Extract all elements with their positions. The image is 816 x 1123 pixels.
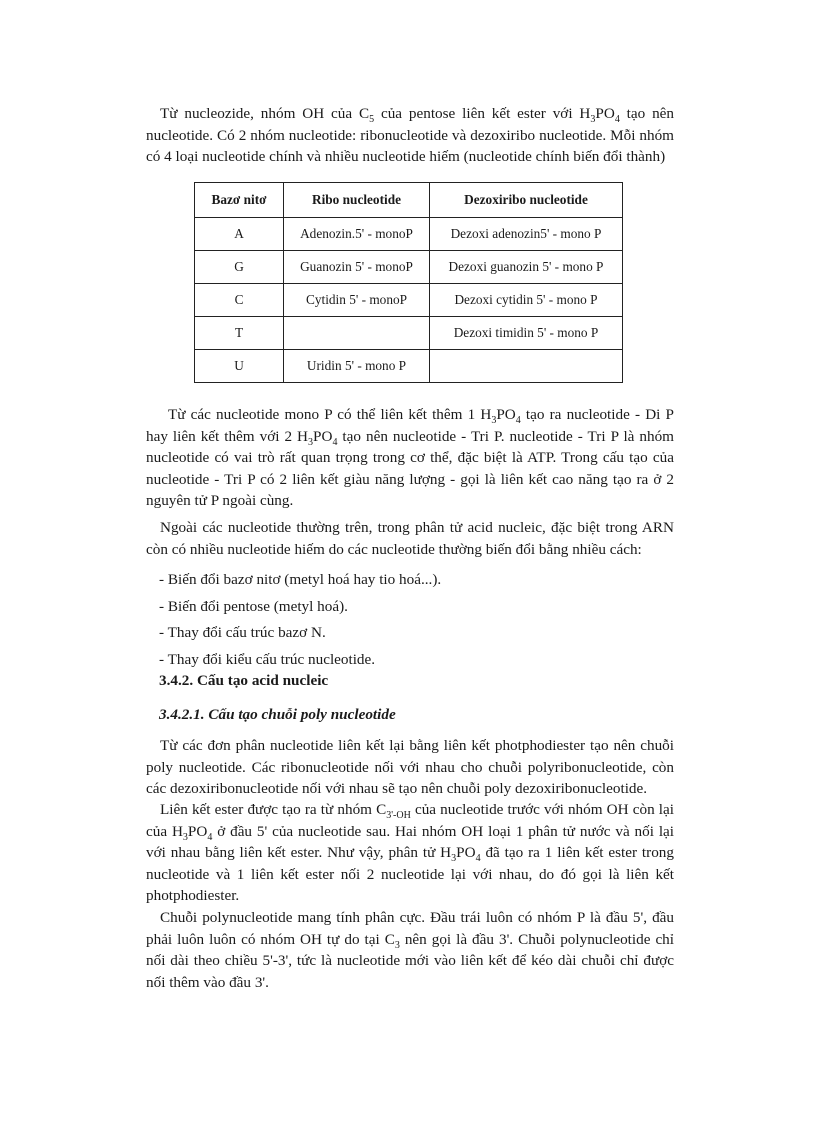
table-cell: Dezoxi guanozin 5' - mono P bbox=[430, 251, 623, 284]
table-cell: Dezoxi cytidin 5' - mono P bbox=[430, 284, 623, 317]
table-header-row bbox=[195, 183, 623, 218]
paragraph-polynucleotide: Từ các đơn phân nucleotide liên kết lại bằng liên kết photphodiester tạo nên chuỗi poly nucleotide. Các ribonucleotide nối với nhau cho chuỗi polyribonucleotide, còn các dezoxiribonucleotide nối với nhau sẽ tạo nên chuỗi poly dezoxiribonucleotide. bbox=[146, 737, 674, 798]
list-item: - Biến đổi bazơ nitơ (metyl hoá hay tio hoá...). bbox=[159, 571, 442, 588]
nucleotide-table bbox=[194, 182, 623, 383]
list-item: - Biến đổi pentose (metyl hoá). bbox=[159, 597, 348, 615]
table-cell: Uridin 5' - mono P bbox=[284, 350, 430, 383]
table-row bbox=[195, 284, 623, 317]
table-cell: Cytidin 5' - monoP bbox=[284, 284, 430, 317]
table-cell: T bbox=[195, 317, 284, 350]
table-header-cell: Ribo nucleotide bbox=[284, 183, 430, 218]
paragraph-di-tri-p: Từ các nucleotide mono P có thể liên kết thêm 1 $H_3PO_4$ tạo ra nucleotide - Di P hay liên kết thêm với 2 $H_3PO_4$ tạo nên nucleotide - Tri P. nucleotide - Tri P là nhóm nucleotide có vai trò rất quan trọng trong cơ thể, đặc biệt là ATP. Trong cấu tạo của nucleotide - Tri P có 2 liên kết giàu năng lượng - gọi là liên kết cao năng tạo ra ở 2 nguyên tử P ngoài cùng. bbox=[146, 406, 674, 510]
table-cell: U bbox=[195, 350, 284, 383]
table-row bbox=[195, 317, 623, 350]
list-item: - Thay đổi kiểu cấu trúc nucleotide. bbox=[159, 650, 376, 668]
modification-list bbox=[159, 567, 441, 673]
table-row bbox=[195, 350, 623, 383]
table-header-cell: Bazơ nitơ bbox=[195, 183, 284, 218]
table-cell: G bbox=[195, 251, 284, 284]
table-row bbox=[195, 251, 623, 284]
table-row bbox=[195, 218, 623, 251]
paragraph-polarity: Chuỗi polynucleotide mang tính phân cực. Đầu trái luôn có nhóm P là đầu 5', đầu phải luôn luôn có nhóm OH tự do tại $C_3$ nên gọi là đầu 3'. Chuỗi polynucleotide chỉ nối dài theo chiều 5'-3', tức là nucleotide mới vào liên kết để kéo dài chuỗi chỉ được nối thêm vào đầu 3'. bbox=[146, 909, 674, 991]
paragraph-rare-nucleotides: Ngoài các nucleotide thường trên, trong phân tử acid nucleic, đặc biệt trong ARN còn có nhiều nucleotide hiếm do các nucleotide thường biến đổi bằng nhiều cách: bbox=[146, 519, 674, 558]
subsection-heading: 3.4.2.1. Cấu tạo chuỗi poly nucleotide bbox=[159, 706, 396, 723]
list-item: - Thay đổi cấu trúc bazơ N. bbox=[159, 624, 326, 641]
table-header-cell: Dezoxiribo nucleotide bbox=[430, 183, 623, 218]
table-cell: C bbox=[195, 284, 284, 317]
table-cell: Dezoxi timidin 5' - mono P bbox=[430, 317, 623, 350]
table-cell: Dezoxi adenozin5' - mono P bbox=[430, 218, 623, 251]
section-heading: 3.4.2. Cấu tạo acid nucleic bbox=[159, 672, 329, 689]
paragraph-nucleotide-intro: Từ nucleozide, nhóm OH của $C_5$ của pentose liên kết ester với $H_3PO_4$ tạo nên nucleotide. Có 2 nhóm nucleotide: ribonucleotide và dezoxiribo nucleotide. Mỗi nhóm có 4 loại nucleotide chính và nhiều nucleotide hiếm (nucleotide chính biến đổi thành) bbox=[146, 105, 675, 166]
table-cell: Adenozin.5' - monoP bbox=[284, 218, 430, 251]
table-cell bbox=[430, 350, 623, 383]
paragraph-ester-bond: Liên kết ester được tạo ra từ nhóm $C_{3'-OH}$ của nucleotide trước với nhóm OH còn lại của $H_3PO_4$ ở đầu 5' của nucleotide sau. Hai nhóm OH loại 1 phân tử nước và nối lại với nhau bằng liên kết ester. Như vậy, phân tử $H_3PO_4$ đã tạo ra 1 liên kết ester trong nucleotide và 1 liên kết ester nối 2 nucleotide lại với nhau, do đó gọi là liên kết photphodiester. bbox=[146, 801, 675, 905]
table-cell: A bbox=[195, 218, 284, 251]
table-cell: Guanozin 5' - monoP bbox=[284, 251, 430, 284]
table-cell bbox=[284, 317, 430, 350]
